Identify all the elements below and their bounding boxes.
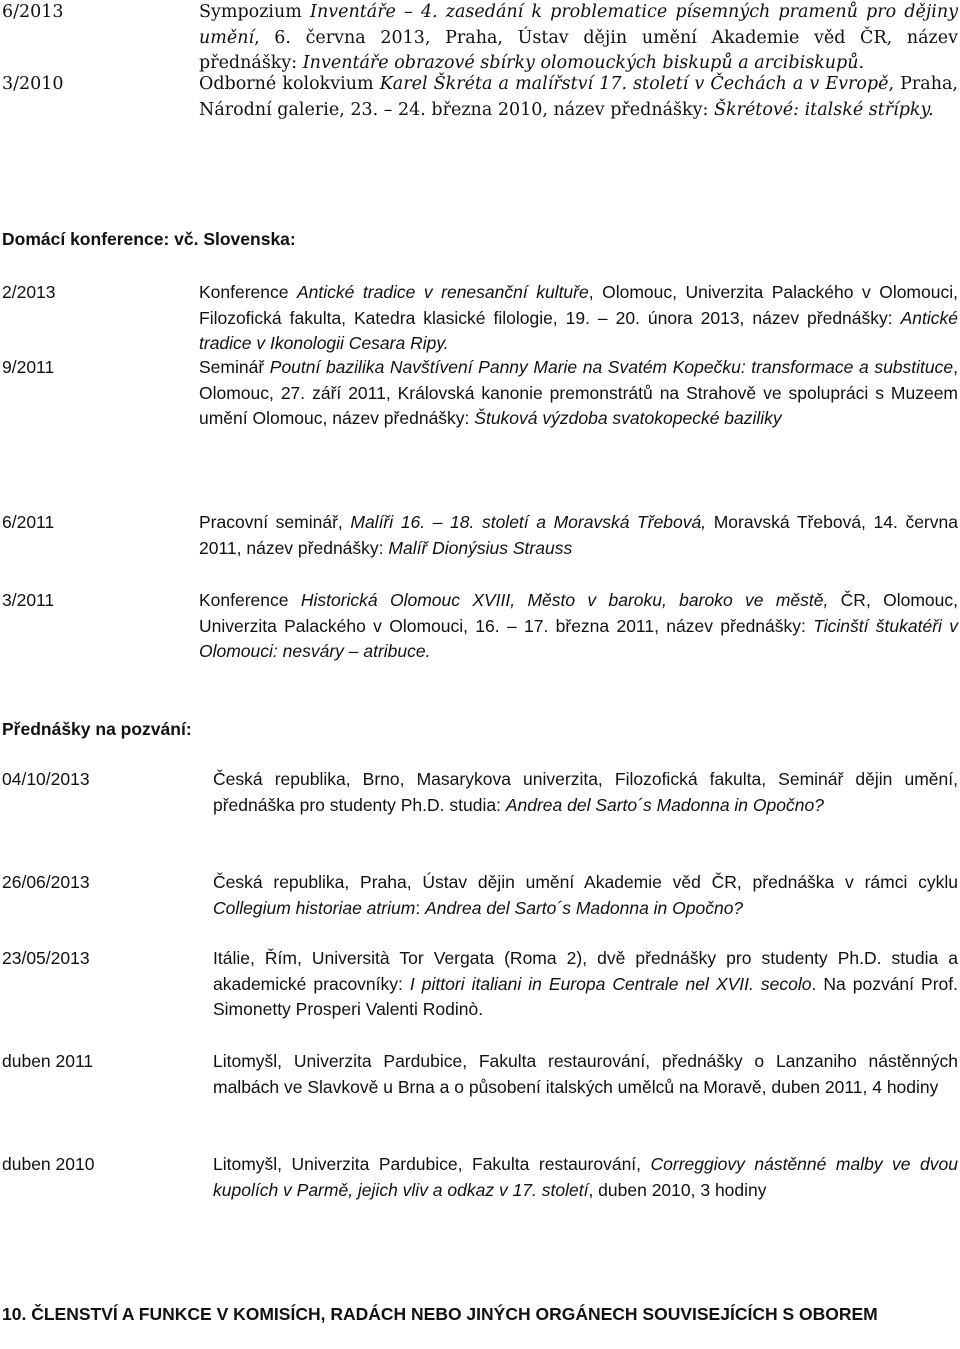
entry-text (199, 588, 958, 665)
entry-text (199, 280, 958, 357)
entry-date: duben 2010 (2, 1154, 95, 1174)
entry-date: 9/2011 (2, 357, 55, 377)
italic-text: Štuková výzdoba svatokopecké baziliky (474, 408, 782, 428)
text-run: . Na pozvání Prof. Simonetty Prosperi Valenti Rodinò. (213, 973, 959, 1019)
text-run: Konference (199, 590, 301, 610)
italic-text: Inventáře – 4. zasedání k problematice písemných pramenů pro dějiny umění (199, 2, 959, 48)
text-run: Litomyšl, Univerzita Pardubice, Fakulta restaurování, přednášky o Lanzaniho nástěnných malbách ve Slavkově u Brna a o působení italských umělců na Moravě, duben 2011, 4 hodiny (213, 1051, 958, 1097)
entry-date: 6/2013 (2, 2, 64, 22)
entry-date: 3/2010 (2, 74, 64, 94)
text-run: , Olomouc, Univerzita Palackého v Olomouci, Filozofická fakulta, Katedra klasické filologie, 19. – 20. února 2013, název přednášky: (199, 282, 958, 328)
text-run: Konference (199, 282, 297, 302)
italic-text: Andrea del Sarto´s Madonna in Opočno? (505, 794, 824, 815)
italic-text: Inventáře obrazové sbírky olomouckých biskupů a arcibiskupů. (302, 53, 865, 73)
text-run: Seminář (199, 357, 270, 377)
entry-text (213, 1049, 958, 1100)
entry-text (199, 355, 958, 432)
text-run: Itálie, Řím, Università Tor Vergata (Roma 2), dvě přednášky pro studenty Ph.D. studia a akademické pracovníky: (213, 948, 958, 994)
italic-text: Poutní bazilika Navštívení Panny Marie na Svatém Kopečku: transformace a substituce (269, 357, 954, 377)
text-run: Česká republika, Praha, Ústav dějin umění Akademie věd ČR, přednáška v rámci cyklu (213, 872, 958, 892)
text-run: Moravská Třebová, 14. června 2011, název přednášky: (199, 512, 958, 558)
text-run: Pracovní seminář, (199, 512, 351, 532)
italic-text: Malíř Dionýsius Strauss (388, 537, 573, 558)
text-run: Litomyšl, Univerzita Pardubice, Fakulta restaurování, (213, 1154, 651, 1174)
invited-heading: Přednášky na pozvání: (2, 719, 192, 739)
italic-text: Andrea del Sarto´s Madonna in Opočno? (425, 897, 744, 918)
domestic-heading: Domácí konference: vč. Slovenska: (2, 229, 296, 249)
italic-text: Historická Olomouc XVIII, Město v baroku, baroko ve městě, (300, 590, 829, 610)
entry-date: duben 2011 (2, 1051, 94, 1071)
italic-text: I pittori italiani in Europa Centrale nel XVII. secolo (409, 973, 812, 994)
text-run: ČR, Olomouc, Univerzita Palackého v Olomouci, 16. – 17. března 2011, název přednášky: (199, 590, 959, 636)
italic-text: Antické tradice v Ikonologii Cesara Ripy. (199, 307, 958, 353)
italic-text: Antické tradice v renesanční kultuře (297, 282, 589, 302)
entry-date: 3/2011 (2, 590, 55, 610)
italic-text: Karel Škréta a malířství 17. století v Čechách a v Evropě (379, 74, 889, 94)
text-run: Česká republika, Brno, Masarykova univerzita, Filozofická fakulta, Seminář dějin umění, přednáška pro studenty Ph.D. studia: (213, 769, 958, 815)
entry-date: 6/2011 (2, 512, 55, 532)
entry-text (213, 767, 958, 818)
entry-text (213, 870, 958, 921)
italic-text: Škrétové: italské střípky. (713, 99, 934, 120)
text-run: : (415, 897, 426, 918)
text-run: , Olomouc, 27. září 2011, Královská kanonie premonstrátů na Strahově ve spolupráci s Muzeem umění Olomouc, název přednášky: (199, 357, 958, 428)
entry-date: 2/2013 (2, 282, 56, 302)
entry-date: 04/10/2013 (2, 769, 90, 789)
section-10-title: 10. ČLENSTVÍ A FUNKCE V KOMISÍCH, RADÁCH NEBO JINÝCH ORGÁNECH SOUVISEJÍCÍCH S OBOREM (2, 1304, 878, 1324)
text-run: , Praha, Národní galerie, 23. – 24. března 2010, název přednášky: (199, 74, 958, 120)
text-run: , duben 2010, 3 hodiny (588, 1179, 767, 1200)
italic-text: Ticinští štukatéři v Olomouci: nesváry – atribuce. (199, 615, 958, 661)
entry-text (199, 510, 958, 561)
entry-text (199, 72, 958, 123)
entry-date: 23/05/2013 (2, 948, 90, 968)
italic-text: Collegium historiae atrium (213, 897, 416, 918)
entry-date: 26/06/2013 (2, 872, 90, 892)
entry-text (213, 946, 958, 1023)
italic-text: Malíři 16. – 18. století a Moravská Třebová, (350, 512, 707, 532)
entry-text (213, 1152, 958, 1203)
italic-text: Correggiovy nástěnné malby ve dvou kupolích v Parmě, jejich vliv a odkaz v 17. století (213, 1154, 958, 1200)
text-run: Odborné kolokvium (199, 74, 380, 94)
text-run: Sympozium (199, 2, 311, 22)
text-run: , 6. června 2013, Praha, Ústav dějin umění Akademie věd ČR, název přednášky: (199, 27, 958, 73)
entry-text (199, 0, 958, 77)
